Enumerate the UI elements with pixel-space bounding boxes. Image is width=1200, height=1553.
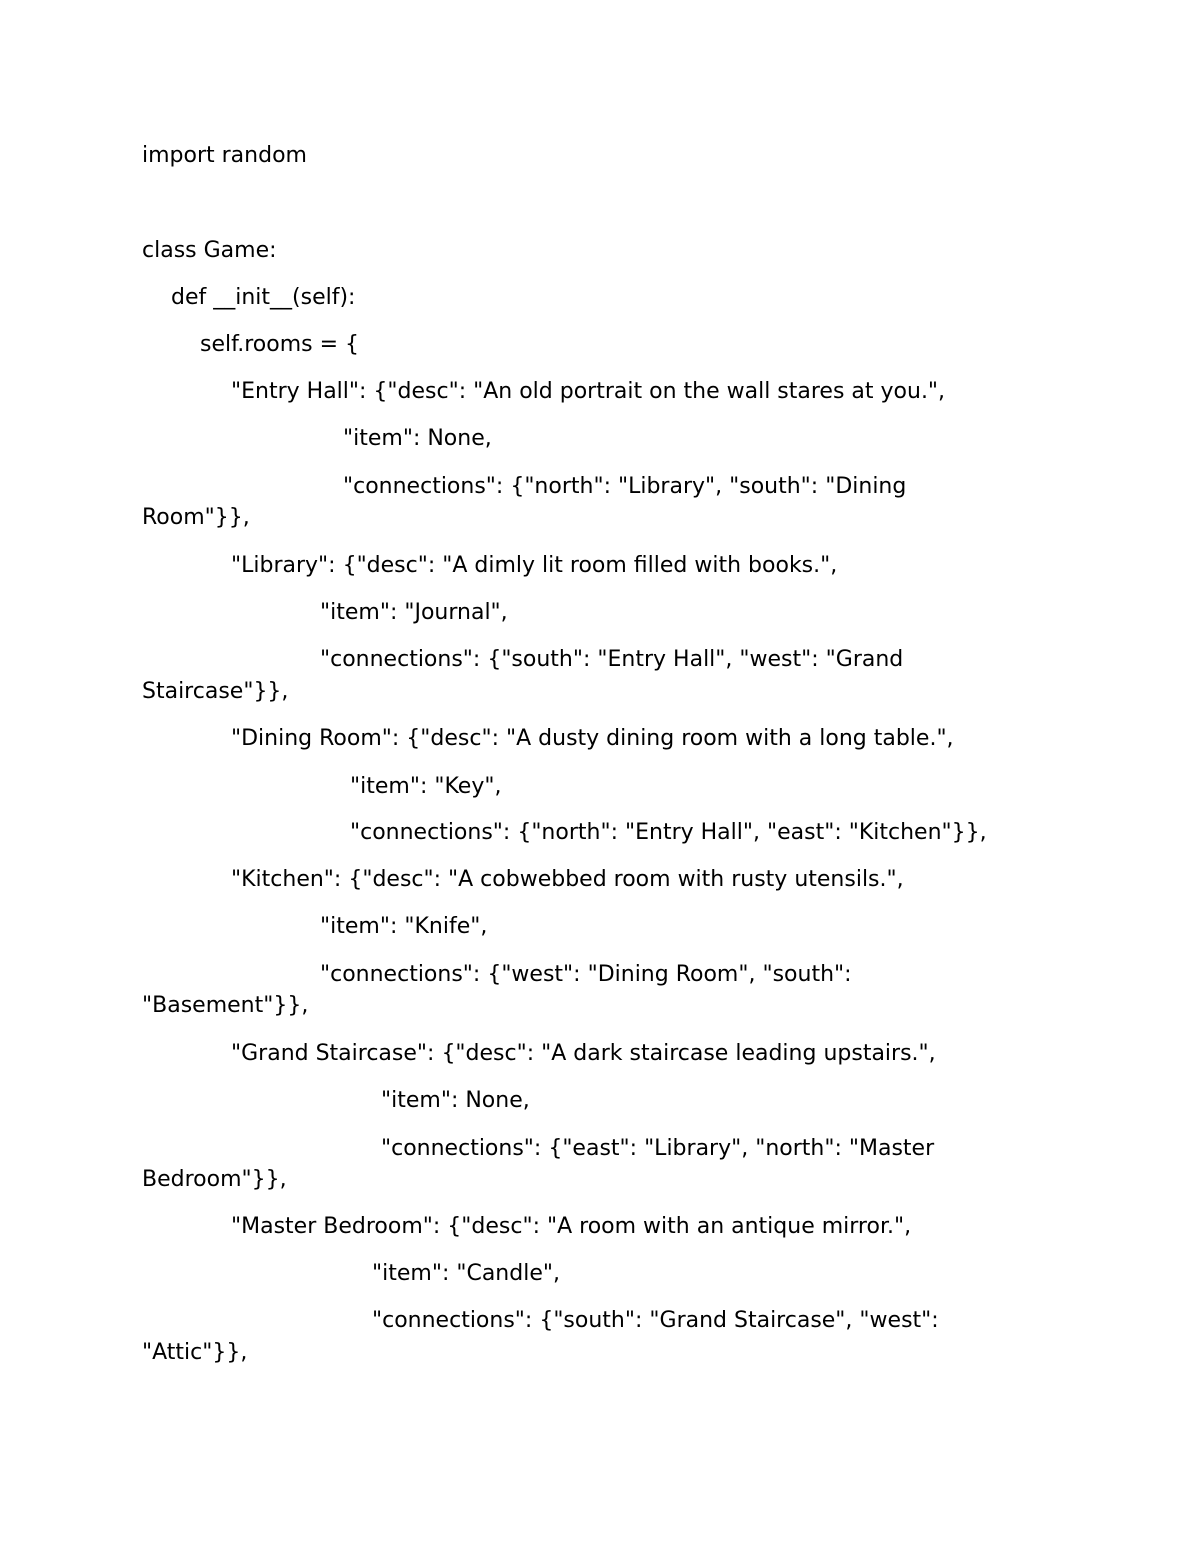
code-line: "item": "Knife", xyxy=(320,914,488,939)
code-line: "Kitchen": {"desc": "A cobwebbed room with rusty utensils.", xyxy=(231,867,904,892)
code-line: Room"}}, xyxy=(142,505,250,530)
code-line: self.rooms = { xyxy=(200,332,360,357)
code-line: "item": None, xyxy=(343,426,492,451)
code-line: class Game: xyxy=(142,238,277,263)
code-line: "connections": {"south": "Grand Staircase", "west": xyxy=(372,1308,939,1333)
code-line: "Basement"}}, xyxy=(142,993,309,1018)
code-line: "item": "Candle", xyxy=(372,1261,560,1286)
code-line: "connections": {"north": "Library", "south": "Dining xyxy=(343,474,907,499)
code-line: "Entry Hall": {"desc": "An old portrait on the wall stares at you.", xyxy=(231,379,946,404)
code-line: "Master Bedroom": {"desc": "A room with an antique mirror.", xyxy=(231,1214,912,1239)
code-line: Bedroom"}}, xyxy=(142,1167,287,1192)
code-line: "item": "Key", xyxy=(350,774,502,799)
code-line: "connections": {"east": "Library", "north": "Master xyxy=(381,1136,935,1161)
code-line: "connections": {"north": "Entry Hall", "east": "Kitchen"}}, xyxy=(350,820,987,845)
code-line: "Attic"}}, xyxy=(142,1340,248,1365)
code-line: "item": "Journal", xyxy=(320,600,508,625)
code-line: def __init__(self): xyxy=(171,285,356,310)
code-line: "connections": {"west": "Dining Room", "south": xyxy=(320,962,852,987)
code-line: "item": None, xyxy=(381,1088,530,1113)
code-line: "Dining Room": {"desc": "A dusty dining room with a long table.", xyxy=(231,726,954,751)
code-line: "connections": {"south": "Entry Hall", "west": "Grand xyxy=(320,647,904,672)
code-line: "Library": {"desc": "A dimly lit room filled with books.", xyxy=(231,553,838,578)
code-line: import random xyxy=(142,143,307,168)
code-line: Staircase"}}, xyxy=(142,679,289,704)
code-line: "Grand Staircase": {"desc": "A dark staircase leading upstairs.", xyxy=(231,1041,936,1066)
